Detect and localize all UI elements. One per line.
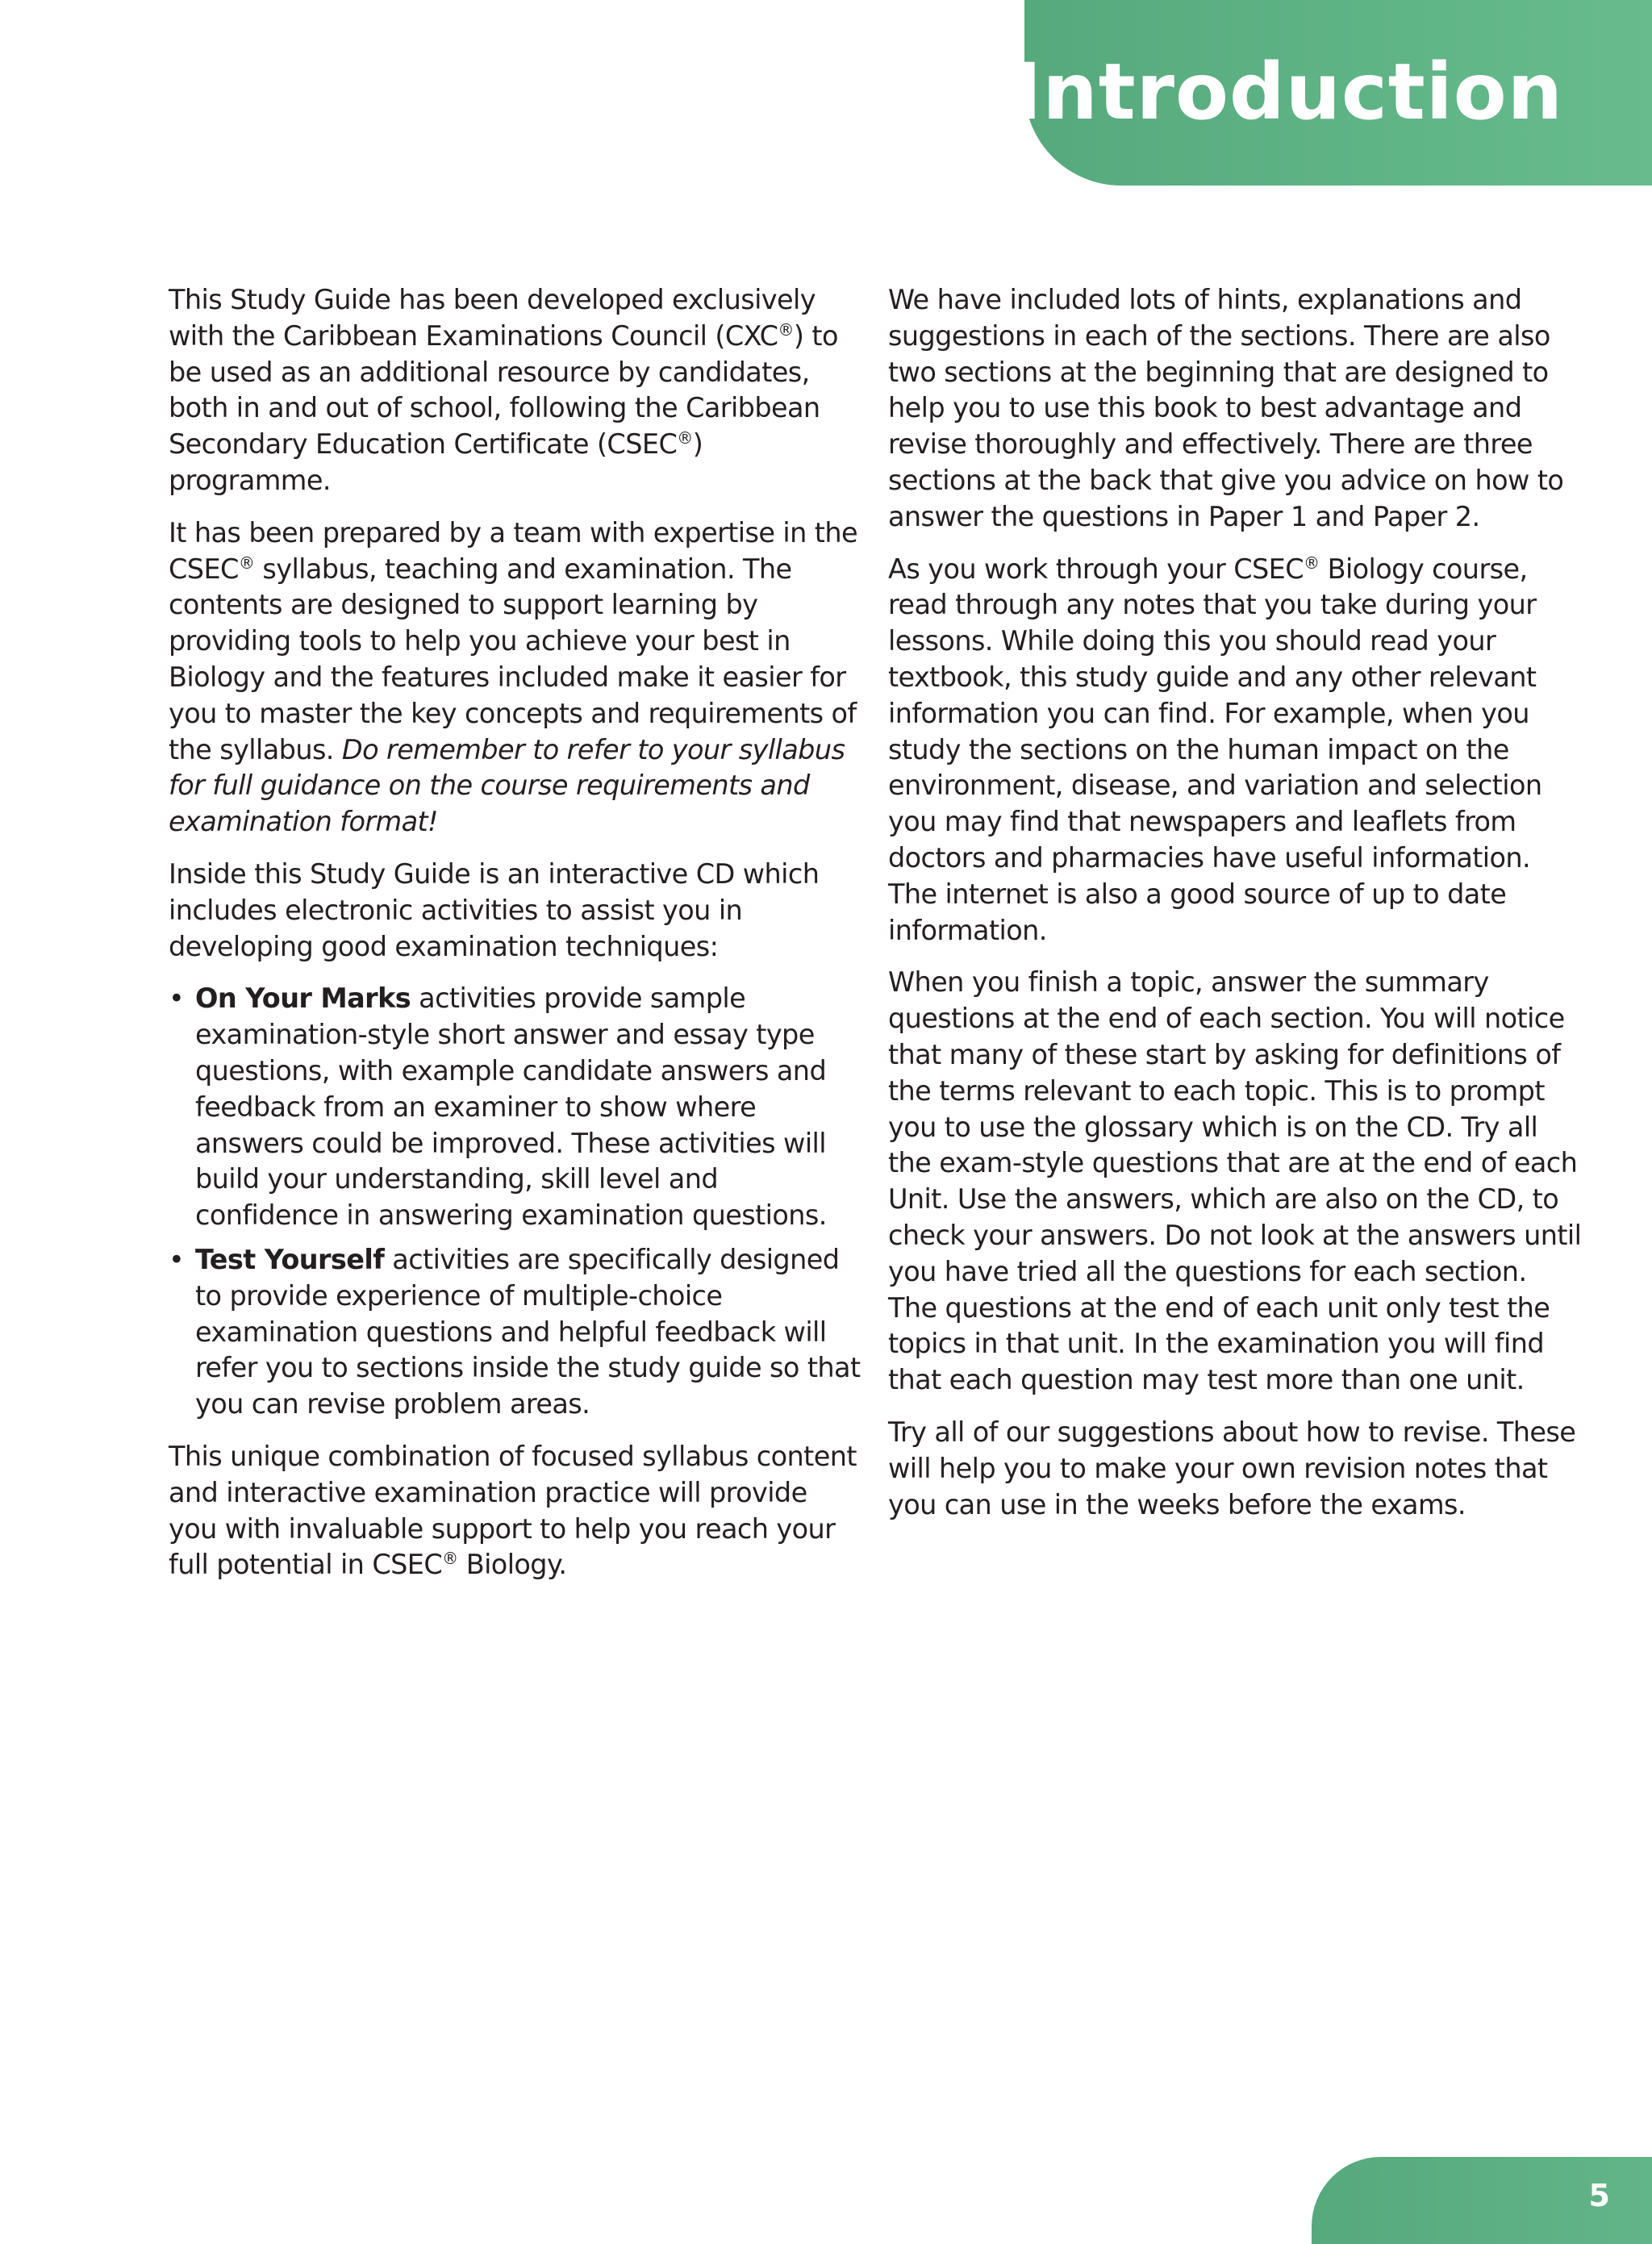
left-column [169,282,862,1600]
page-number: 5 [1588,2178,1610,2213]
intro-paragraph: This Study Guide has been developed exclusively with the Caribbean Examinations Council (CXC®) to be used as an additional resource by candidates, both in and out of school, following the Caribbean Secondary Education Certificate (CSEC®) programme. [169,284,838,496]
team-paragraph: It has been prepared by a team with expertise in the CSEC® syllabus, teaching and examination. The contents are designed to support learning by providing tools to help you achieve your best in Biology and the features included make it easier for you to master the key concepts and requirements of the syllabus. Do remember to refer to your syllabus for full guidance on the course requirements and examination format! [169,516,857,838]
list-item: • On Your Marks activities provide sample examination-style short answer and essay type questions, with example candidate answers and feedback from an examiner to show where answers could be improved. These activities will build your understanding, skill level and confidence in answering examination questions. [169,982,827,1232]
title-tab [1012,0,1652,186]
bullet-icon: • [169,1243,185,1275]
bullet-icon: • [169,982,185,1015]
summary-paragraph: This unique combination of focused syllabus content and interactive examination practice will provide you with invaluable support to help you reach your full potential in CSEC® Biology. [169,1440,857,1581]
page-title: Introduction [1012,47,1563,137]
hints-paragraph: We have included lots of hints, explanations and suggestions in each of the sections. There are also two sections at the beginning that are designed to help you to use this book to best advantage and revise thoroughly and effectively. There are three sections at the back that give you advice on how to answer the questions in Paper 1 and Paper 2. [888,284,1564,532]
right-column [888,282,1582,1539]
revise-paragraph: Try all of our suggestions about how to revise. These will help you to make your own revision notes that you can use in the weeks before the exams. [888,1416,1576,1520]
list-item: • Test Yourself activities are specifically designed to provide experience of multiple-choice examination questions and helpful feedback will refer you to sections inside the study guide so that you can revise problem areas. [169,1243,861,1420]
course-paragraph: As you work through your CSEC® Biology course, read through any notes that you take during your lessons. While doing this you should read your textbook, this study guide and any other relevant information you can find. For example, when you study the sections on the human impact on the environment, disease, and variation and selection you may find that newspapers and leaflets from doctors and pharmacies have useful information. The internet is also a good source of up to date information. [888,553,1542,946]
cd-paragraph: Inside this Study Guide is an interactive CD which includes electronic activities to assist you in developing good examination techniques: [169,857,820,962]
activity-list [169,981,862,1423]
syllabus-reminder: Do remember to refer to your syllabus for full guidance on the course requirements and examination format! [169,733,845,838]
topic-paragraph: When you finish a topic, answer the summary questions at the end of each section. You will notice that many of these start by asking for definitions of the terms relevant to each topic. This is to prompt you to use the glossary which is on the CD. Try all the exam-style questions that are at the end of each Unit. Use the answers, which are also on the CD, to check your answers. Do not look at the answers until you have tried all the questions for each section. The questions at the end of each unit only test the topics in that unit. In the examination you will find that each question may test more than one unit. [888,966,1582,1396]
page-number-tab [1312,2157,1652,2244]
